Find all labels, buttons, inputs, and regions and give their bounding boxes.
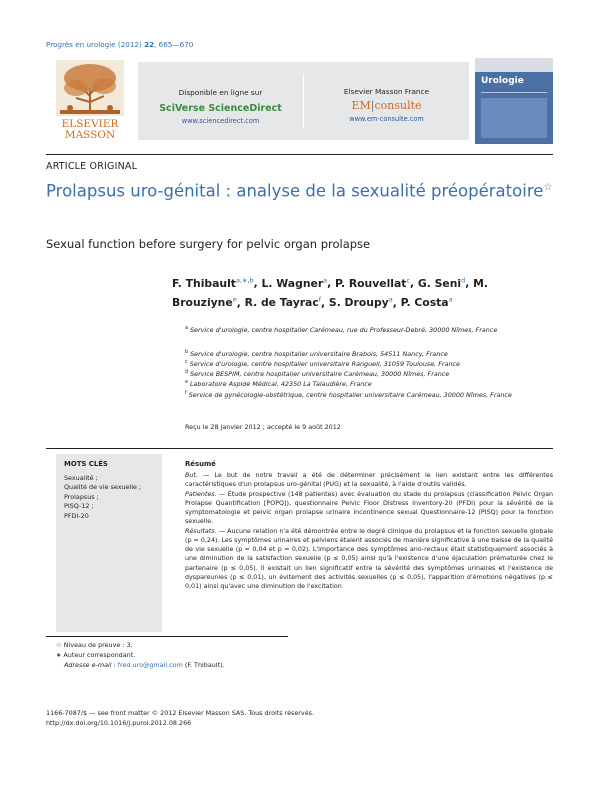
journal-volume: 22 [144,40,155,49]
page-title [46,176,553,203]
journal-reference[interactable] [46,40,193,49]
resume-resultats: Résultats. — Aucune relation n'a été démontrée entre le degré clinique du prolapsus et la fonction sexuelle globale (p = 0,24). Les symptômes urinaires et pelviens étaient associés de manière significative à une baisse de la qualité de vie sexuelle (p = 0,04 et p = 0,02). L'importance des symptômes ano-rectaux était statistiquement associés à une diminution de la satisfaction sexuelle (p ≤ 0,05) ainsi qu'à l'existence d'une éjaculation prématurée chez le partenaire (p ≤ 0,05). Il existait un lien significatif entre la sévérité des symptômes urinaires et l'existence de dyspareunies (p ≤ 0,01), un évitement des activités sexuelles (p ≤ 0,05), l'apparition d'émotions négatives (p ≤ 0,01) ainsi qu'avec une diminution de l'excitation [185,527,553,590]
footnote-email: Adresse e-mail : fred.uro@gmail.com (F. Thibault). [64,661,225,669]
affiliation: $^b$ Service d'urologie, centre hospitalier universitaire Brabois, 54511 Nancy, France [185,350,448,359]
journal-pages: , 665—670 [154,40,194,49]
article-type: ARTICLE ORIGINAL [46,161,138,172]
keyword: Qualité de vie sexuelle ; [64,483,142,492]
footnote-corresponding: ∗ Auteur correspondant. [56,651,136,659]
sciverse-url[interactable]: www.sciencedirect.com [181,117,260,125]
footnote-rule [46,636,288,637]
em-logo-em: EM [351,99,371,112]
author[interactable]: M. Brouziyne$^e$ [172,276,488,310]
keyword: Prolapsus ; [64,492,99,501]
affiliation: $^a$ Service d'urologie, centre hospitalier Carémeau, rue du Professeur-Debré, 30000 Nîmes, France [185,326,498,335]
available-label: Disponible en ligne sur [178,88,263,97]
affiliation: $^d$ Service BESPIM, centre hospitalier universitaire Carémeau, 30000 Nîmes, France [185,370,450,379]
author[interactable]: P. Costa$^a$ [400,295,453,310]
author[interactable]: G. Seni$^d$ [417,276,466,290]
journal-name: Progrès en urologie (2012) [46,40,142,49]
author[interactable]: S. Droupy$^a$ [328,295,393,310]
author-list: F. Thibault$^{a,∗,b}$, L. Wagner$^a$, P. Rouvellat$^c$, G. Seni$^d$, M. Brouziyne$^e$, R. de Tayrac$^f$, S. Droupy$^a$, P. Costa$^a$ [172,276,488,310]
affiliation: $^c$ Service d'urologie, centre hospitalier universitaire Rangueil, 31059 Toulouse, France [185,360,460,369]
elsevier-word: ELSEVIER [61,118,119,130]
affiliation: $^e$ Laboratoire Aspide Médical, 42350 La Talaudière, France [185,380,372,389]
keyword: PFDI-20 [64,511,89,520]
author[interactable]: L. Wagner$^a$ [261,276,328,290]
author[interactable]: F. Thibault$^{a,∗,b}$ [172,276,254,290]
author[interactable]: P. Rouvellat$^c$ [335,276,411,290]
em-consulte-panel[interactable] [304,62,469,140]
keyword: Sexualité ; [64,474,98,482]
resume-title: Résumé [185,460,216,468]
header-rule [46,154,553,155]
affiliation: $^f$ Service de gynécologie-obstétrique, centre hospitalier universitaire Carémeau, 30000 Nîmes, France [185,391,512,400]
journal-cover-image [475,58,553,144]
issn-block [46,708,314,728]
resume-body [185,471,553,591]
elsevier-logo [46,58,134,144]
author[interactable]: R. de Tayrac$^f$ [244,295,322,310]
em-france-label: Elsevier Masson France [343,87,430,96]
received-dates: Reçu le 28 janvier 2012 ; accepté le 9 août 2012 [185,423,341,431]
keywords-list [64,474,159,521]
title-footnote-marker[interactable]: ☆ [543,182,553,193]
keywords-title: MOTS CLÉS [64,460,108,468]
keywords-box [56,454,162,632]
subtitle-english: Sexual function before surgery for pelvic organ prolapse [46,237,371,251]
em-url[interactable]: www.em-consulte.com [349,115,424,123]
resume-patientes: Patientes. — Étude prospective (148 patientes) avec évaluation du stade du prolapsus (classification Pelvic Organ Prolapse Quantification [POPQ]), questionnaire Pelvic Floor Distress Inventory-20 (PFDI) pour la sévérité de la symptomatologie et pelvic organ prolapse urinaire incontinence sexual Questionnaire-12 (PISQ) pour la fonction sexuelle. [185,490,553,526]
doi-link[interactable]: http://dx.doi.org/10.1016/j.purol.2012.08.266 [46,719,192,727]
masson-word: MASSON [64,129,116,141]
cover-title: Urologie [481,76,524,86]
em-logo-consulte: consulte [374,99,422,112]
footnote-evidence: ☆ Niveau de preuve : 3. [56,641,133,649]
banner-box [138,62,469,140]
sciverse-logo: SciVerse ScienceDirect [159,103,282,114]
resume-but: But. — Le but de notre travail a été de déterminer précisément le lien existant entre les différentes caractéristiques d'un prolapsus uro-génital (PUG) et la sexualité, à l'aide d'outils validés. [185,472,553,489]
em-consulte-logo: EM|consulte [351,99,422,112]
publisher-banner [46,58,553,144]
title-fr-text: Prolapsus uro-génital : analyse de la sexualité préopératoire [46,181,544,201]
sciverse-panel[interactable] [138,62,303,140]
email-link[interactable]: fred.uro@gmail.com [117,661,183,669]
issn-line: 1166-7087/$ — see front matter © 2012 Elsevier Masson SAS. Tous droits réservés. [46,709,315,717]
abstract-rule [46,448,553,449]
keyword: PISQ-12 ; [64,502,94,511]
